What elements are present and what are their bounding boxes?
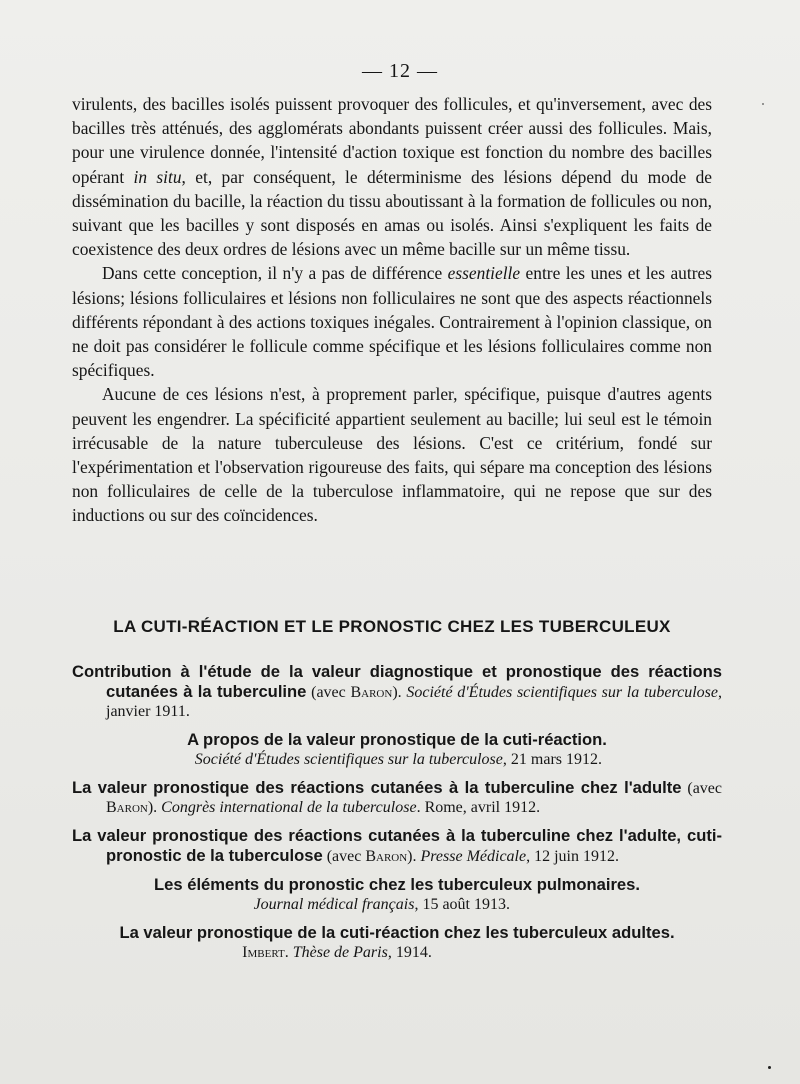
reference-journal: Journal médical français bbox=[253, 896, 415, 913]
reference-item bbox=[72, 875, 722, 914]
reference-journal: Société d'Études scientifiques sur la tuberculose bbox=[406, 684, 719, 701]
reference-date: . Rome, avril 1912. bbox=[416, 799, 541, 816]
reference-item: La valeur pronostique des réactions cutanées à la tuberculine chez l'adulte (avec Baron). Congrès international de la tuberculose. Rome, avril 1912. bbox=[72, 778, 722, 816]
reference-title: Contribution à l'étude de la valeur diagnostique et pronostique des réactions cutanées à la tuberculine bbox=[72, 662, 722, 701]
reference-title: La valeur pronostique des réactions cutanées à la tuberculine chez l'adulte, cuti-pronostic de la tuberculose bbox=[72, 826, 722, 865]
reference-item: Contribution à l'étude de la valeur diagnostique et pronostique des réactions cutanées à la tuberculine (avec Baron). Société d'Études scientifiques sur la tuberculose, janvier 1911. bbox=[72, 662, 723, 720]
print-speck bbox=[762, 103, 764, 105]
reference-date: , janvier 1911. bbox=[106, 684, 723, 720]
reference-title: Les éléments du pronostic chez les tuberculeux pulmonaires. bbox=[154, 875, 640, 894]
paragraph-3: Aucune de ces lésions n'est, à proprement parler, spécifique, puisque d'autres agents peuvent les engendrer. La spécificité appartient seulement au bacille; lui seul est le témoin irrécusable de la nature tuberculeuse des lésions. C'est ce critérium, fondé sur l'expérimentation et l'observation rigoureuse des faits, qui sépare ma conception des lésions non folliculaires de celle de la tuberculose inflammatoire, qui ne repose que sur des inductions ou sur des coïncidences. bbox=[72, 384, 712, 526]
reference-coauthor: Baron bbox=[106, 799, 148, 816]
reference-item: La valeur pronostique des réactions cutanées à la tuberculine chez l'adulte, cuti-pronostic de la tuberculose (avec Baron). Presse Médicale, 12 juin 1912. bbox=[72, 826, 722, 865]
reference-journal: Presse Médicale bbox=[420, 848, 527, 865]
reference-date: , 12 juin 1912. bbox=[526, 848, 619, 865]
reference-title: La valeur pronostique des réactions cutanées à la tuberculine chez l'adulte bbox=[72, 778, 682, 797]
reference-journal: Congrès international de la tuberculose bbox=[161, 799, 417, 816]
reference-date: , 1914. bbox=[387, 944, 432, 961]
page-number: — 12 — bbox=[362, 60, 438, 82]
reference-title: A propos de la valeur pronostique de la cuti-réaction. bbox=[187, 730, 607, 749]
paragraph-2: Dans cette conception, il n'y a pas de différence essentielle entre les unes et les autres lésions; lésions folliculaires et lésions non folliculaires ne sont que des aspects réactionnels différents répondant à des actions toxiques inégales. Contrairement à l'opinion classique, on ne doit pas considérer le follicule comme spécifique et les lésions folliculaires comme non spécifiques. bbox=[72, 263, 712, 381]
reference-journal: Société d'Études scientifiques sur la tuberculose bbox=[194, 751, 503, 768]
section-heading: LA CUTI-RÉACTION ET LE PRONOSTIC CHEZ LES TUBERCULEUX bbox=[113, 617, 671, 636]
reference-list bbox=[72, 662, 722, 971]
reference-coauthor: Baron bbox=[365, 848, 408, 865]
reference-date: , 21 mars 1912. bbox=[502, 751, 602, 768]
reference-title: La valeur pronostique de la cuti-réaction chez les tuberculeux adultes. bbox=[119, 923, 675, 942]
reference-journal: Thèse de Paris bbox=[292, 944, 388, 961]
reference-author: Imbert bbox=[242, 944, 285, 961]
reference-item: La valeur pronostique de la cuti-réaction chez les tuberculeux adultes. Imbert. Thèse de Paris, 1914. bbox=[119, 923, 675, 961]
reference-date: , 15 août 1913. bbox=[414, 896, 510, 913]
paragraph-1: virulents, des bacilles isolés puissent provoquer des follicules, et qu'inversement, avec des bacilles très atténués, des agglomérats abondants puissent créer aussi des follicules. Mais, pour une virulence donnée, l'intensité d'action toxique est fonction du nombre des bacilles opérant in situ, et, par conséquent, le déterminisme des lésions dépend du mode de dissémination du bacille, la réaction du tissu aboutissant à la formation de follicules ou non, suivant que les bacilles y sont disposés en amas ou isolés. Ainsi s'expliquent les faits de coexistence des deux ordres de lésions avec un même bacille sur un même tissu. bbox=[72, 94, 712, 260]
print-speck bbox=[768, 1066, 771, 1069]
reference-item bbox=[72, 730, 722, 769]
reference-coauthor: Baron bbox=[350, 684, 393, 701]
body-text bbox=[72, 92, 712, 528]
